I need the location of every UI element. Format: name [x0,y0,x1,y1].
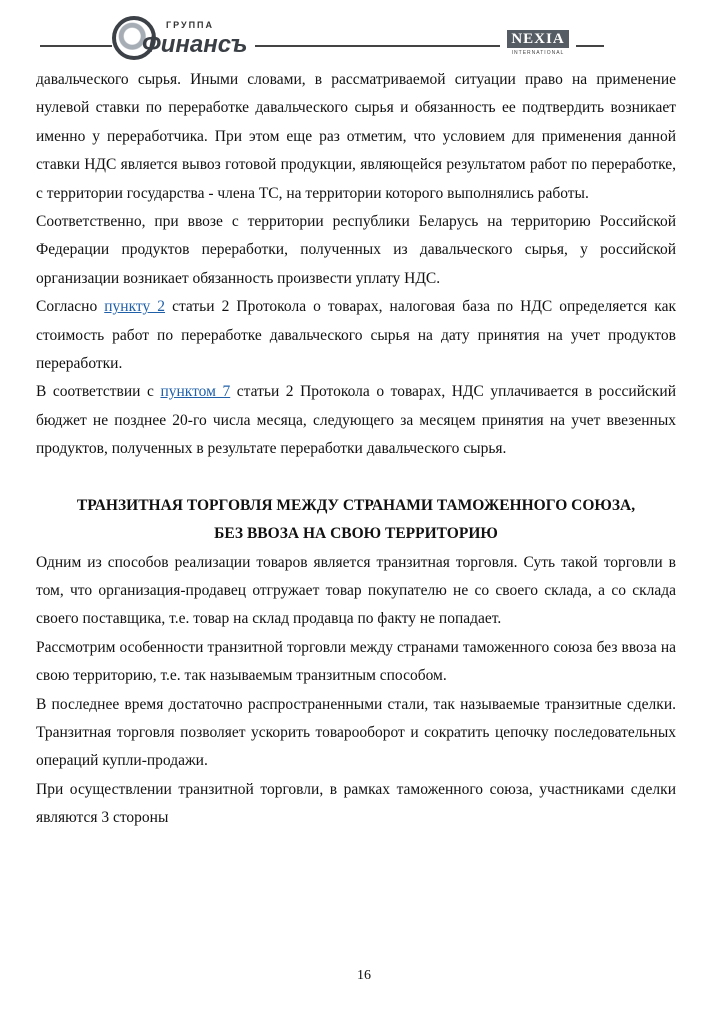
link-punkt-2[interactable]: пункту 2 [104,298,166,316]
section-title-line-2: БЕЗ ВВОЗА НА СВОЮ ТЕРРИТОРИЮ [214,525,498,543]
page-content [36,66,676,833]
logo-left-small-text: ГРУППА [166,20,215,30]
page-header [0,0,728,70]
header-rule-left [40,45,112,47]
paragraph-1 [36,66,676,208]
link-punkt-7[interactable]: пунктом 7 [160,383,231,401]
paragraph-text: статьи 2 Протокола о товарах, НДС уплачивается в российский бюджет не позднее 20-го числа месяца, следующего за месяцем принятия на учет ввезенных продуктов, полученных в результате переработки давальческого сырья. [36,383,676,458]
header-rule-middle [255,45,500,47]
paragraph-text: Согласно [36,298,105,316]
paragraph-4 [36,378,676,463]
section-paragraph-2: Рассмотрим особенности транзитной торговли между странами таможенного союза без ввоза на свою территорию, т.е. так называемым транзитным способом. [36,638,676,685]
paragraph-text: Соответственно, при ввозе с территории республики Беларусь на территорию Российской Федерации продуктов переработки, полученных из давальческого сырья, у российской организации возникает обязанность произвести уплату НДС. [36,213,676,287]
section-paragraph-3: В последнее время достаточно распространенными стали, так называемые транзитные сделки. Транзитная торговля позволяет ускорить товарооборот и сократить цепочку последовательных операций купли-продажи. [36,695,676,770]
header-rule-right [576,45,604,47]
nexia-logo-sub: INTERNATIONAL [511,50,565,56]
paragraph-text: давальческого сырья. Иными словами, в рассматриваемой ситуации право на применение нулевой ставки по переработке давальческого сырья и обязанность ее подтвердить возникает именно у переработчика. При этом еще раз отметим, что условием для применения данной ставки НДС является вывоз готовой продукции, являющейся результатом работ по переработке, с территории государства - члена ТС, на территории которого выполнялись работы. [36,71,676,202]
paragraph-text: В соответствии с [36,383,161,401]
page-number: 16 [357,968,371,983]
section-paragraph-4: При осуществлении транзитной торговли, в рамках таможенного союза, участниками сделки являются 3 стороны [36,780,676,827]
logo-left-big-text: Финансъ [142,31,248,58]
nexia-logo [503,30,573,60]
section-paragraph-1: Одним из способов реализации товаров является транзитная торговля. Суть такой торговли в том, что организация-продавец отгружает товар покупателю не со своего склада, а со склада своего поставщика, т.е. товар на склад продавца по факту не попадает. [36,553,676,628]
paragraph-3 [36,293,676,378]
paragraph-2 [36,208,676,293]
section-title [36,492,676,549]
nexia-logo-main: NEXIA [507,30,569,48]
paragraph-text: статьи 2 Протокола о товарах, налоговая база по НДС определяется как стоимость работ по переработке давальческого сырья на дату принятия на учет продуктов переработки. [36,298,676,373]
section-title-line-1: ТРАНЗИТНАЯ ТОРГОВЛЯ МЕЖДУ СТРАНАМИ ТАМОЖЕННОГО СОЮЗА, [76,496,636,514]
finans-group-logo [112,14,252,62]
